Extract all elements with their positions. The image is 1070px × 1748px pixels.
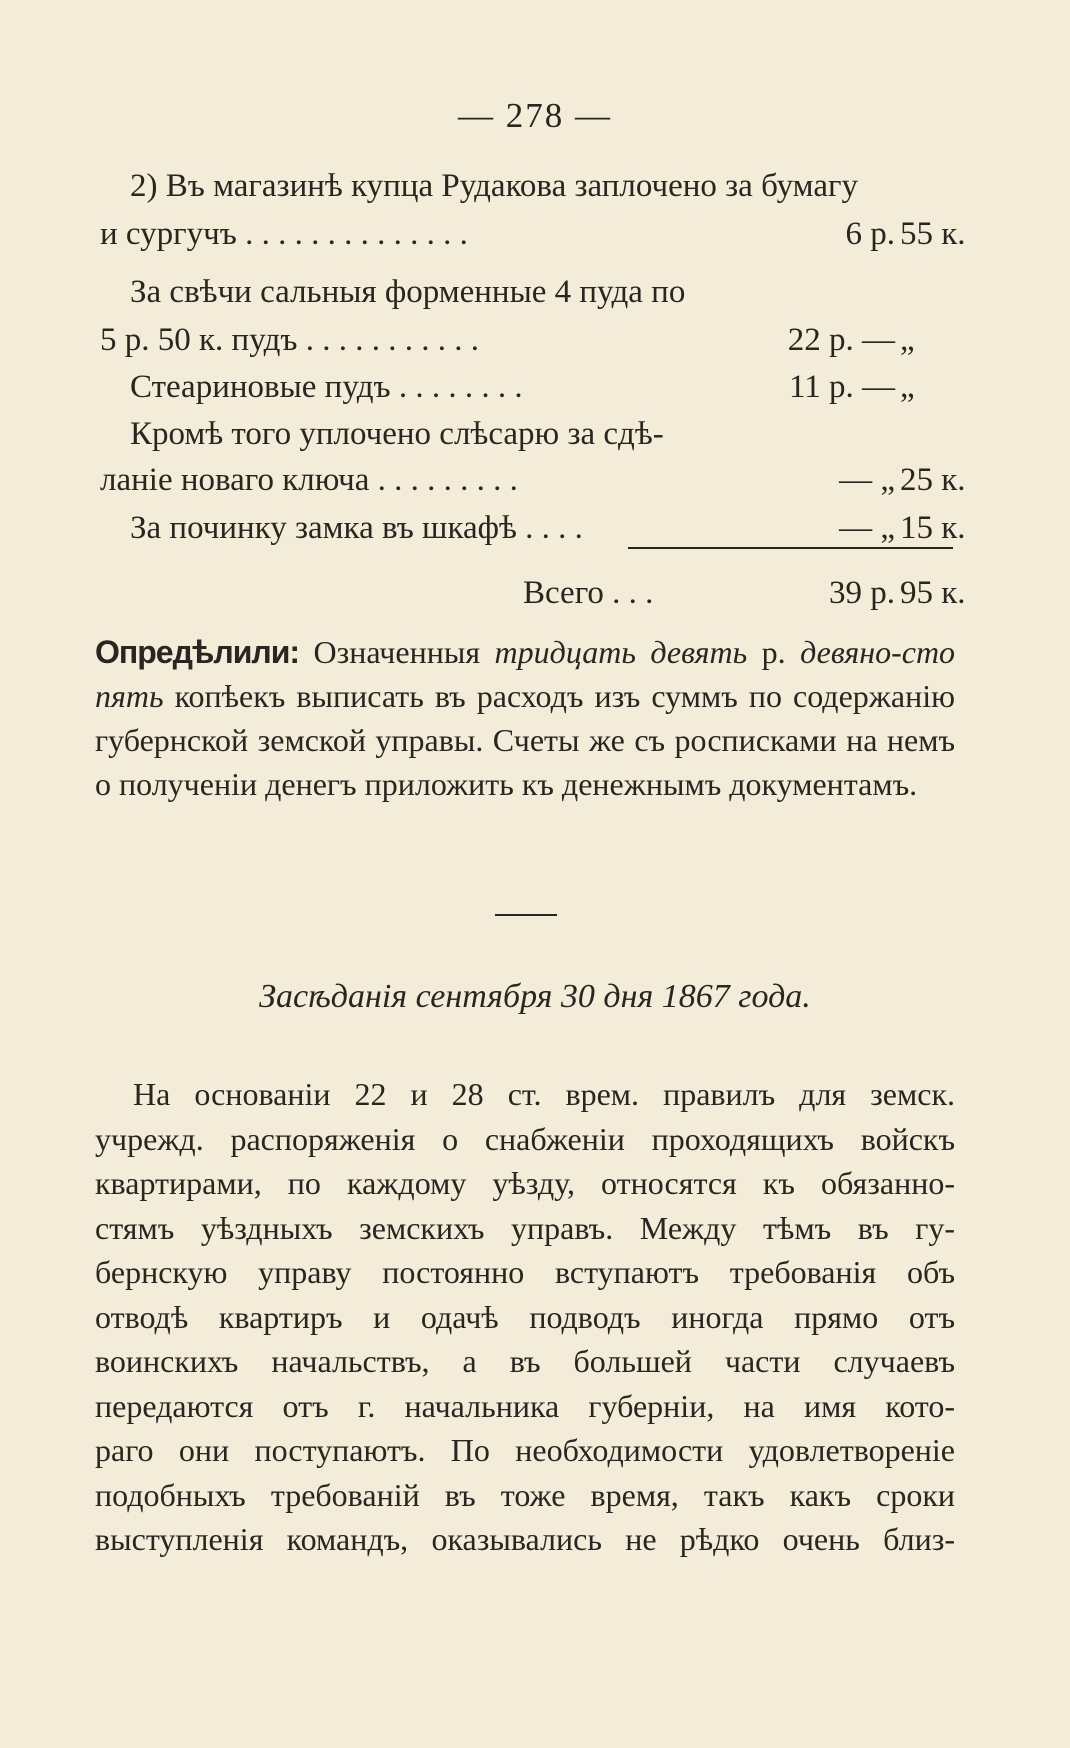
expense-kopecks: 15 к.	[900, 510, 966, 546]
expense-kopecks: 55 к.	[900, 216, 966, 252]
body-line: выступленія командъ, оказывались не рѣдко очень близ-	[95, 1521, 955, 1557]
body-line: раго они поступаютъ. По необходимости удовлетвореніе	[95, 1432, 955, 1468]
expense-row	[100, 318, 950, 362]
expense-rubles: — „	[839, 462, 895, 498]
expense-kopecks: „	[900, 369, 915, 405]
expense-text: ланіе новаго ключа . . . . . . . . .	[100, 462, 518, 498]
expense-text: и сургучъ . . . . . . . . . . . . . .	[100, 216, 468, 252]
expense-text: За починку замка въ шкафѣ . . . .	[130, 510, 583, 546]
expense-row	[100, 365, 950, 409]
body-line: учрежд. распоряженія о снабженіи проходящихъ войскъ	[95, 1120, 955, 1157]
body-line: стямъ уѣздныхъ земскихъ управъ. Между тѣмъ въ гу-	[95, 1209, 955, 1246]
expense-text: Стеариновые пудъ . . . . . . . .	[130, 369, 523, 405]
expense-row	[100, 164, 950, 208]
expense-kopecks: 25 к.	[900, 462, 966, 498]
expense-rubles: 22 р. —	[787, 322, 895, 358]
resolution-text: р.	[761, 634, 786, 670]
body-line: отводѣ квартиръ и одачѣ подводъ иногда прямо отъ	[95, 1298, 955, 1335]
total-rubles: 39 р.	[829, 575, 895, 611]
expense-rubles: 6 р.	[845, 216, 895, 252]
expense-text: 5 р. 50 к. пудъ . . . . . . . . . . .	[100, 322, 479, 358]
section-divider	[495, 914, 557, 916]
total-label: Всего . . .	[523, 575, 654, 611]
expense-row	[100, 506, 966, 550]
amount-rubles-words: тридцать девять	[494, 634, 748, 670]
session-heading: Засѣданія сентября 30 дня 1867 года.	[259, 978, 811, 1015]
body-line: передаются отъ г. начальника губерніи, на имя кото-	[95, 1387, 955, 1424]
resolution-text: копѣекъ выписать въ расходъ изъ суммъ по содержанію губернской земской управы. Счеты же съ росписками на немъ о полученіи денегъ приложить къ денежнымъ документамъ.	[95, 678, 955, 802]
resolution-paragraph	[95, 630, 955, 806]
page-number: — 278 —	[458, 96, 612, 135]
expense-total-row	[100, 571, 966, 615]
body-line: подобныхъ требованій въ тоже время, такъ какъ сроки	[95, 1476, 955, 1513]
expense-row	[100, 412, 950, 456]
expense-kopecks: „	[900, 322, 915, 358]
expense-row	[100, 270, 950, 314]
expense-row	[100, 212, 966, 256]
expense-text: За свѣчи сальныя форменные 4 пуда по	[130, 274, 686, 310]
expense-row	[100, 458, 966, 502]
expense-rubles: 11 р. —	[788, 369, 895, 405]
amount-kopecks-words: девяно-сто пять	[95, 634, 956, 714]
body-line: воинскихъ начальствъ, а въ большей части случаевъ	[95, 1343, 955, 1379]
body-line: бернскую управу постоянно вступаютъ требованія объ	[95, 1254, 955, 1290]
body-line: На основаніи 22 и 28 ст. врем. правилъ для земск.	[133, 1076, 955, 1112]
expense-text: 2) Въ магазинѣ купца Рудакова заплочено за бумагу	[130, 168, 859, 204]
total-rule	[628, 547, 953, 549]
resolution-text: Означенныя	[313, 634, 481, 670]
expense-text: Кромѣ того уплочено слѣсарю за сдѣ-	[130, 416, 664, 452]
expense-rubles: — „	[839, 510, 895, 546]
resolution-label: Опредѣлили:	[95, 634, 300, 670]
total-kopecks: 95 к.	[900, 575, 966, 611]
body-paragraph	[95, 1072, 955, 1562]
body-line: квартирами, по каждому уѣзду, относятся къ обязанно-	[95, 1165, 955, 1201]
